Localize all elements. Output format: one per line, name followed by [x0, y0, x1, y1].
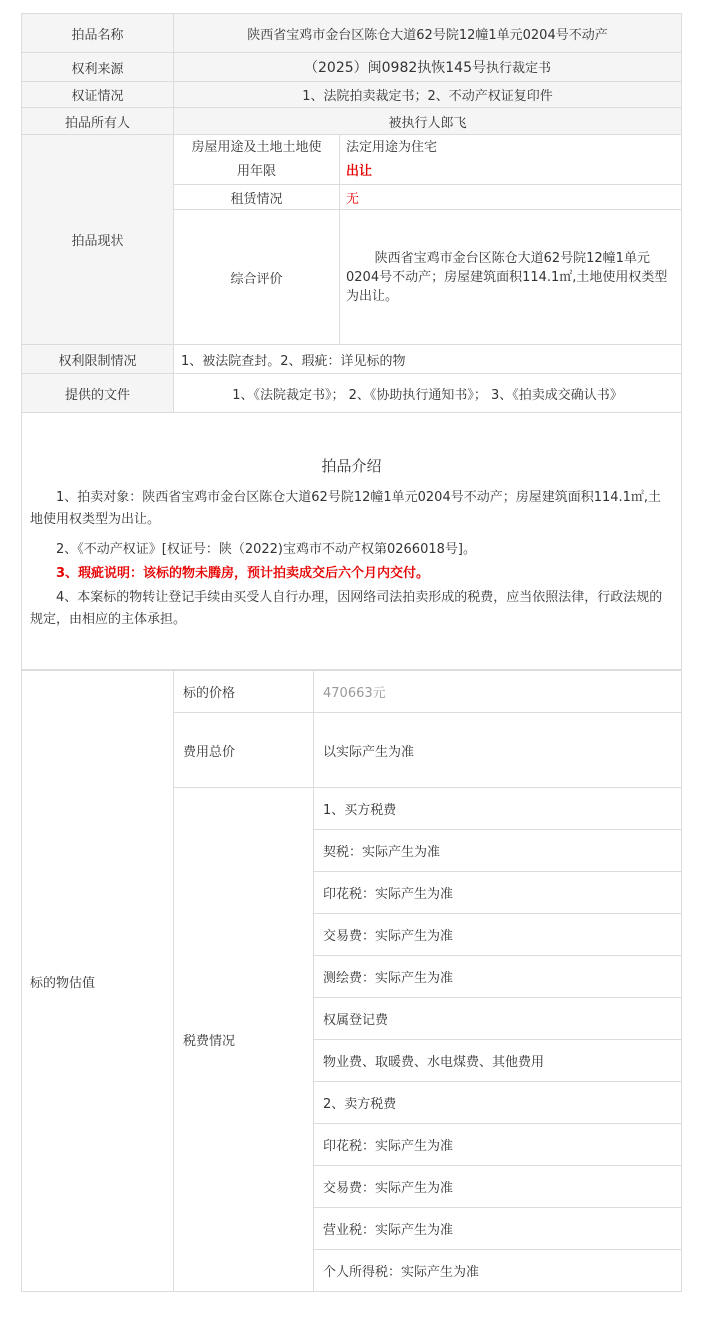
total-fee-value: 以实际产生为准 — [314, 713, 682, 788]
intro-paragraph-4: 4、本案标的物转让登记手续由买受人自行办理，因网络司法拍卖形成的税费，应当依照法律，行政法规的规定，由相应的主体承担。 — [30, 590, 663, 627]
restrict-value: 1、被法院查封。2、瑕疵：详见标的物 — [174, 345, 682, 374]
tax-item: 印花税：实际产生为准 — [314, 872, 682, 914]
item-name-label: 拍品名称 — [22, 14, 174, 53]
tax-item: 个人所得税：实际产生为准 — [314, 1250, 682, 1292]
tax-item: 交易费：实际产生为准 — [314, 914, 682, 956]
eval-label: 综合评价 — [174, 210, 340, 345]
owner-value: 被执行人郎飞 — [174, 108, 682, 135]
total-fee-label: 费用总价 — [174, 713, 314, 788]
intro-section — [22, 413, 682, 670]
right-source-value: （2025）闽0982执恢145号 — [304, 60, 486, 76]
tax-item: 交易费：实际产生为准 — [314, 1166, 682, 1208]
restrict-label: 权利限制情况 — [22, 345, 174, 374]
tax-item: 测绘费：实际产生为准 — [314, 956, 682, 998]
owner-label: 拍品所有人 — [22, 108, 174, 135]
intro-paragraph-2: 2、《不动产权证》[权证号：陕（2022)宝鸡市不动产权第0266018号]。 — [56, 542, 476, 557]
price-label: 标的价格 — [174, 671, 314, 713]
right-source-cell — [174, 53, 682, 82]
intro-paragraph-1: 1、拍卖对象：陕西省宝鸡市金台区陈仓大道62号院12幢1单元0204号不动产；房屋建筑面积114.1㎡,土地使用权类型为出让。 — [30, 490, 662, 527]
usage-value-line1: 法定用途为住宅 — [346, 139, 438, 155]
auction-info-table — [21, 13, 682, 670]
usage-label — [174, 135, 340, 185]
usage-value-line2: 出让 — [346, 163, 373, 179]
tax-label: 税费情况 — [174, 788, 314, 1292]
tax-item: 营业税：实际产生为准 — [314, 1208, 682, 1250]
right-source-suffix: 执行裁定书 — [485, 61, 551, 76]
docs-label: 提供的文件 — [22, 374, 174, 413]
tax-item: 权属登记费 — [314, 998, 682, 1040]
docs-value: 1、《法院裁定书》； 2、《协助执行通知书》； 3、《拍卖成交确认书》 — [174, 374, 682, 413]
intro-title: 拍品介绍 — [321, 457, 382, 475]
tax-item: 2、卖方税费 — [314, 1082, 682, 1124]
eval-value: 陕西省宝鸡市金台区陈仓大道62号院12幢1单元0204号不动产；房屋建筑面积114.1㎡,土地使用权类型为出让。 — [340, 210, 682, 345]
item-name-value: 陕西省宝鸡市金台区陈仓大道62号院12幢1单元0204号不动产 — [174, 14, 682, 53]
cert-value: 1、法院拍卖裁定书；2、不动产权证复印件 — [174, 82, 682, 108]
tax-item: 印花税：实际产生为准 — [314, 1124, 682, 1166]
cert-label: 权证情况 — [22, 82, 174, 108]
price-value: 470663元 — [314, 671, 682, 713]
usage-label-line1: 房屋用途及土地土地使 — [191, 139, 322, 155]
status-label: 拍品现状 — [22, 135, 174, 345]
usage-value — [340, 135, 682, 185]
lease-value: 无 — [340, 185, 682, 210]
tax-item: 1、买方税费 — [314, 788, 682, 830]
valuation-table — [21, 670, 682, 1292]
lease-label: 租赁情况 — [174, 185, 340, 210]
right-source-label: 权利来源 — [22, 53, 174, 82]
valuation-label: 标的物估值 — [22, 671, 174, 1292]
intro-paragraph-3: 3、瑕疵说明：该标的物未腾房，预计拍卖成交后六个月内交付。 — [56, 566, 430, 581]
tax-item: 物业费、取暖费、水电煤费、其他费用 — [314, 1040, 682, 1082]
usage-label-line2: 用年限 — [236, 163, 276, 179]
auction-info-wrapper — [21, 13, 681, 1292]
tax-item: 契税：实际产生为准 — [314, 830, 682, 872]
